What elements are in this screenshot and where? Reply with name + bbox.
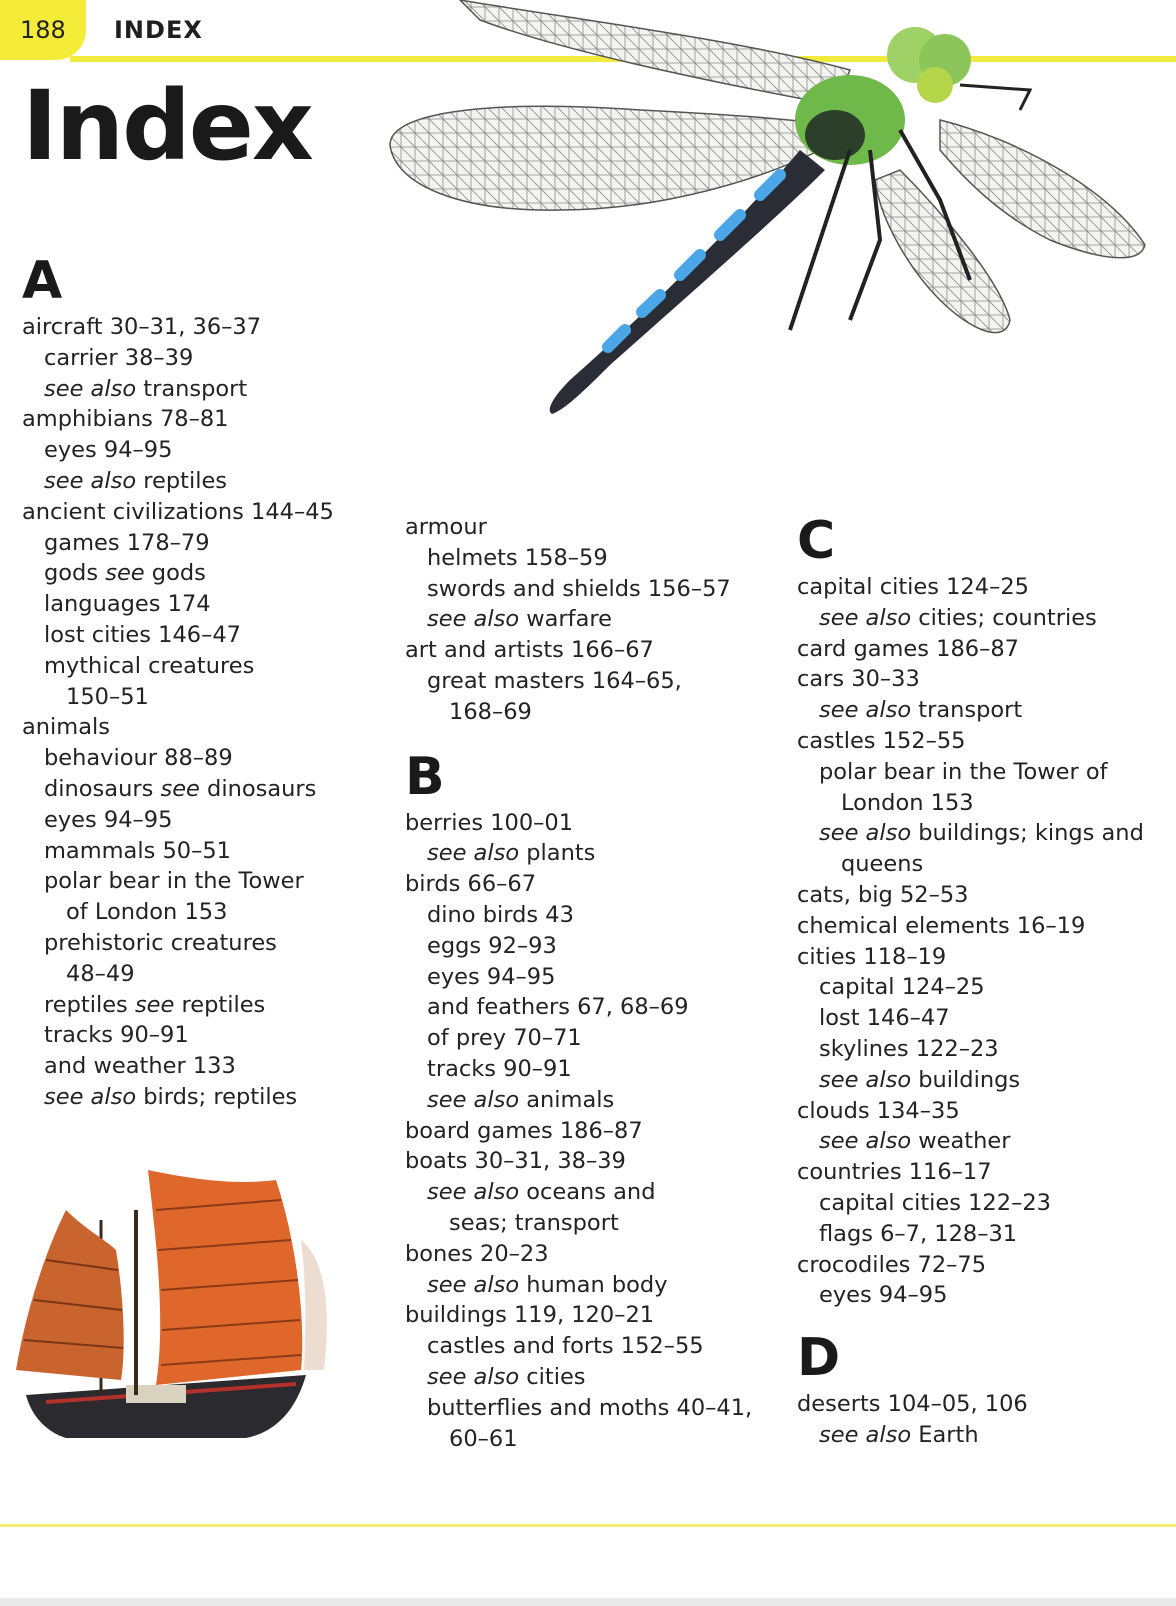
index-entries-c xyxy=(797,572,1167,1311)
index-entry: carrier 38–39 xyxy=(44,344,194,371)
index-entry: armour xyxy=(405,514,487,540)
index-entry xyxy=(22,466,367,497)
cross-reference: oceans and xyxy=(519,1179,656,1206)
entry-term: dinosaurs xyxy=(44,775,161,802)
entry-term: reptiles xyxy=(44,991,135,1018)
section-letter-c: C xyxy=(797,511,836,571)
index-entry: buildings 119, 120–21 xyxy=(405,1302,655,1329)
index-entry: card games 186–87 xyxy=(797,635,1019,662)
cross-reference: human body xyxy=(519,1271,668,1298)
index-entry: clouds 134–35 xyxy=(797,1097,960,1124)
index-entry: flags 6–7, 128–31 xyxy=(819,1220,1018,1247)
index-entry: berries 100–01 xyxy=(405,809,574,836)
index-entry: polar bear in the Tower xyxy=(44,868,304,895)
index-entry: behaviour 88–89 xyxy=(44,745,233,772)
index-entry xyxy=(405,1085,765,1116)
index-entry xyxy=(22,558,367,589)
index-entry: eyes 94–95 xyxy=(819,1282,948,1309)
index-entry: prehistoric creatures xyxy=(44,929,277,956)
index-entry: eyes 94–95 xyxy=(44,437,173,464)
see-also-label: see also xyxy=(427,606,520,633)
see-also-label: see also xyxy=(819,604,912,631)
index-entry: capital cities 122–23 xyxy=(819,1189,1051,1216)
index-entry: queens xyxy=(841,851,924,878)
index-entry: chemical elements 16–19 xyxy=(797,912,1086,939)
cross-reference: reptiles xyxy=(136,467,228,494)
index-entry: 168–69 xyxy=(449,698,532,725)
footer-rule xyxy=(0,1524,1176,1527)
running-head: INDEX xyxy=(114,16,203,44)
cross-reference: transport xyxy=(911,697,1023,724)
cross-reference: gods xyxy=(144,560,206,587)
see-also-label: see also xyxy=(427,840,520,867)
index-entry xyxy=(405,1362,765,1393)
index-entry: of prey 70–71 xyxy=(427,1025,582,1052)
see-also-label: see also xyxy=(819,820,912,847)
cross-reference: cities; countries xyxy=(911,604,1097,631)
index-entries-a-continued xyxy=(405,512,765,728)
index-entry: deserts 104–05, 106 xyxy=(797,1391,1028,1418)
index-entry: castles 152–55 xyxy=(797,727,966,754)
index-entries-d xyxy=(797,1389,1167,1451)
section-letter-a: A xyxy=(22,251,63,311)
index-entry: cars 30–33 xyxy=(797,666,920,693)
section-letter-d: D xyxy=(797,1328,841,1389)
index-entry: lost 146–47 xyxy=(819,1005,950,1032)
index-column-a xyxy=(22,250,367,1113)
index-entry xyxy=(405,838,765,869)
index-entry: cats, big 52–53 xyxy=(797,881,969,908)
index-entry: animals xyxy=(22,714,110,741)
index-entry: games 178–79 xyxy=(44,529,210,556)
cross-reference: weather xyxy=(911,1128,1011,1155)
see-also-label: see also xyxy=(44,375,137,402)
index-entry: seas; transport xyxy=(449,1209,619,1236)
see-also-label: see also xyxy=(819,1421,912,1448)
index-entry xyxy=(797,603,1167,634)
index-entry: birds 66–67 xyxy=(405,871,537,898)
index-entry xyxy=(797,695,1167,726)
see-also-label: see also xyxy=(427,1086,520,1113)
index-entry: eyes 94–95 xyxy=(44,806,173,833)
index-entries-b xyxy=(405,808,765,1455)
cross-reference: buildings xyxy=(911,1066,1021,1093)
cross-reference: birds; reptiles xyxy=(136,1083,298,1110)
cross-reference: warfare xyxy=(519,606,612,633)
index-entry xyxy=(22,374,367,405)
index-entry xyxy=(22,774,367,805)
index-entry: capital cities 124–25 xyxy=(797,574,1029,600)
see-also-label: see also xyxy=(819,1066,912,1093)
index-entry: mythical creatures xyxy=(44,652,255,679)
page-number-tab xyxy=(0,0,86,60)
junk-ship-image xyxy=(6,1170,336,1450)
index-entry: capital 124–25 xyxy=(819,974,985,1001)
index-entry: London 153 xyxy=(841,789,974,816)
index-entry xyxy=(797,1420,1167,1451)
index-entry: lost cities 146–47 xyxy=(44,621,241,648)
index-entry: skylines 122–23 xyxy=(819,1035,999,1062)
index-entry: bones 20–23 xyxy=(405,1240,549,1267)
index-entry xyxy=(405,1177,765,1208)
index-entry: swords and shields 156–57 xyxy=(427,575,731,602)
see-also-label: see also xyxy=(44,1083,137,1110)
dragonfly-image xyxy=(380,0,1176,440)
cross-reference: animals xyxy=(519,1086,615,1113)
index-entry: 60–61 xyxy=(449,1425,518,1452)
index-entry: of London 153 xyxy=(66,899,228,926)
index-entry: dino birds 43 xyxy=(427,901,574,928)
index-entry: boats 30–31, 38–39 xyxy=(405,1148,626,1175)
page-edge xyxy=(0,1598,1176,1606)
index-entry: 48–49 xyxy=(66,960,135,987)
section-letter-b: B xyxy=(405,746,445,807)
see-label: see xyxy=(105,560,145,587)
index-entry xyxy=(797,1065,1167,1096)
index-entry: castles and forts 152–55 xyxy=(427,1333,704,1360)
index-entry: amphibians 78–81 xyxy=(22,406,229,433)
index-entry: cities 118–19 xyxy=(797,943,947,970)
index-entry xyxy=(797,818,1167,849)
index-entry xyxy=(22,990,367,1021)
see-label: see xyxy=(134,991,175,1018)
cross-reference: Earth xyxy=(911,1421,979,1448)
index-entry: eggs 92–93 xyxy=(427,932,557,959)
index-entry: countries 116–17 xyxy=(797,1159,992,1186)
index-entry xyxy=(22,1082,367,1113)
entry-term: gods xyxy=(44,560,106,587)
index-column-b xyxy=(405,512,765,1454)
cross-reference: plants xyxy=(519,840,596,867)
index-entry: crocodiles 72–75 xyxy=(797,1251,987,1278)
see-also-label: see also xyxy=(819,697,912,724)
index-column-c xyxy=(797,510,1167,1451)
index-entry: and feathers 67, 68–69 xyxy=(427,994,689,1021)
see-also-label: see also xyxy=(427,1363,520,1390)
index-entry: butterflies and moths 40–41, xyxy=(427,1394,753,1421)
index-entry: art and artists 166–67 xyxy=(405,637,654,664)
see-also-label: see also xyxy=(44,467,137,494)
section-gap xyxy=(797,1311,1167,1327)
index-entry: great masters 164–65, xyxy=(427,667,682,694)
see-also-label: see also xyxy=(427,1179,520,1206)
index-entry: tracks 90–91 xyxy=(44,1022,189,1049)
index-entry xyxy=(405,1270,765,1301)
section-gap xyxy=(405,728,765,746)
index-entry: mammals 50–51 xyxy=(44,837,231,864)
see-also-label: see also xyxy=(427,1271,520,1298)
cross-reference: dinosaurs xyxy=(199,775,317,802)
index-entry xyxy=(797,1126,1167,1157)
cross-reference: cities xyxy=(519,1363,586,1390)
see-label: see xyxy=(160,775,200,802)
index-entry: and weather 133 xyxy=(44,1053,236,1080)
cross-reference: reptiles xyxy=(174,991,266,1018)
index-entry: helmets 158–59 xyxy=(427,544,608,571)
index-entry: languages 174 xyxy=(44,591,211,618)
cross-reference: transport xyxy=(136,375,248,402)
index-entry: board games 186–87 xyxy=(405,1117,643,1144)
page-title: Index xyxy=(22,70,312,182)
index-entries-a xyxy=(22,312,367,1113)
index-entry: polar bear in the Tower of xyxy=(819,758,1108,785)
cross-reference: buildings; kings and xyxy=(911,820,1144,847)
index-entry: tracks 90–91 xyxy=(427,1055,572,1082)
index-entry xyxy=(405,604,765,635)
index-entry: 150–51 xyxy=(66,683,149,710)
index-entry: eyes 94–95 xyxy=(427,963,556,990)
page-number: 188 xyxy=(20,16,66,44)
index-entry: ancient civilizations 144–45 xyxy=(22,498,334,525)
see-also-label: see also xyxy=(819,1128,912,1155)
index-entry: aircraft 30–31, 36–37 xyxy=(22,314,262,340)
